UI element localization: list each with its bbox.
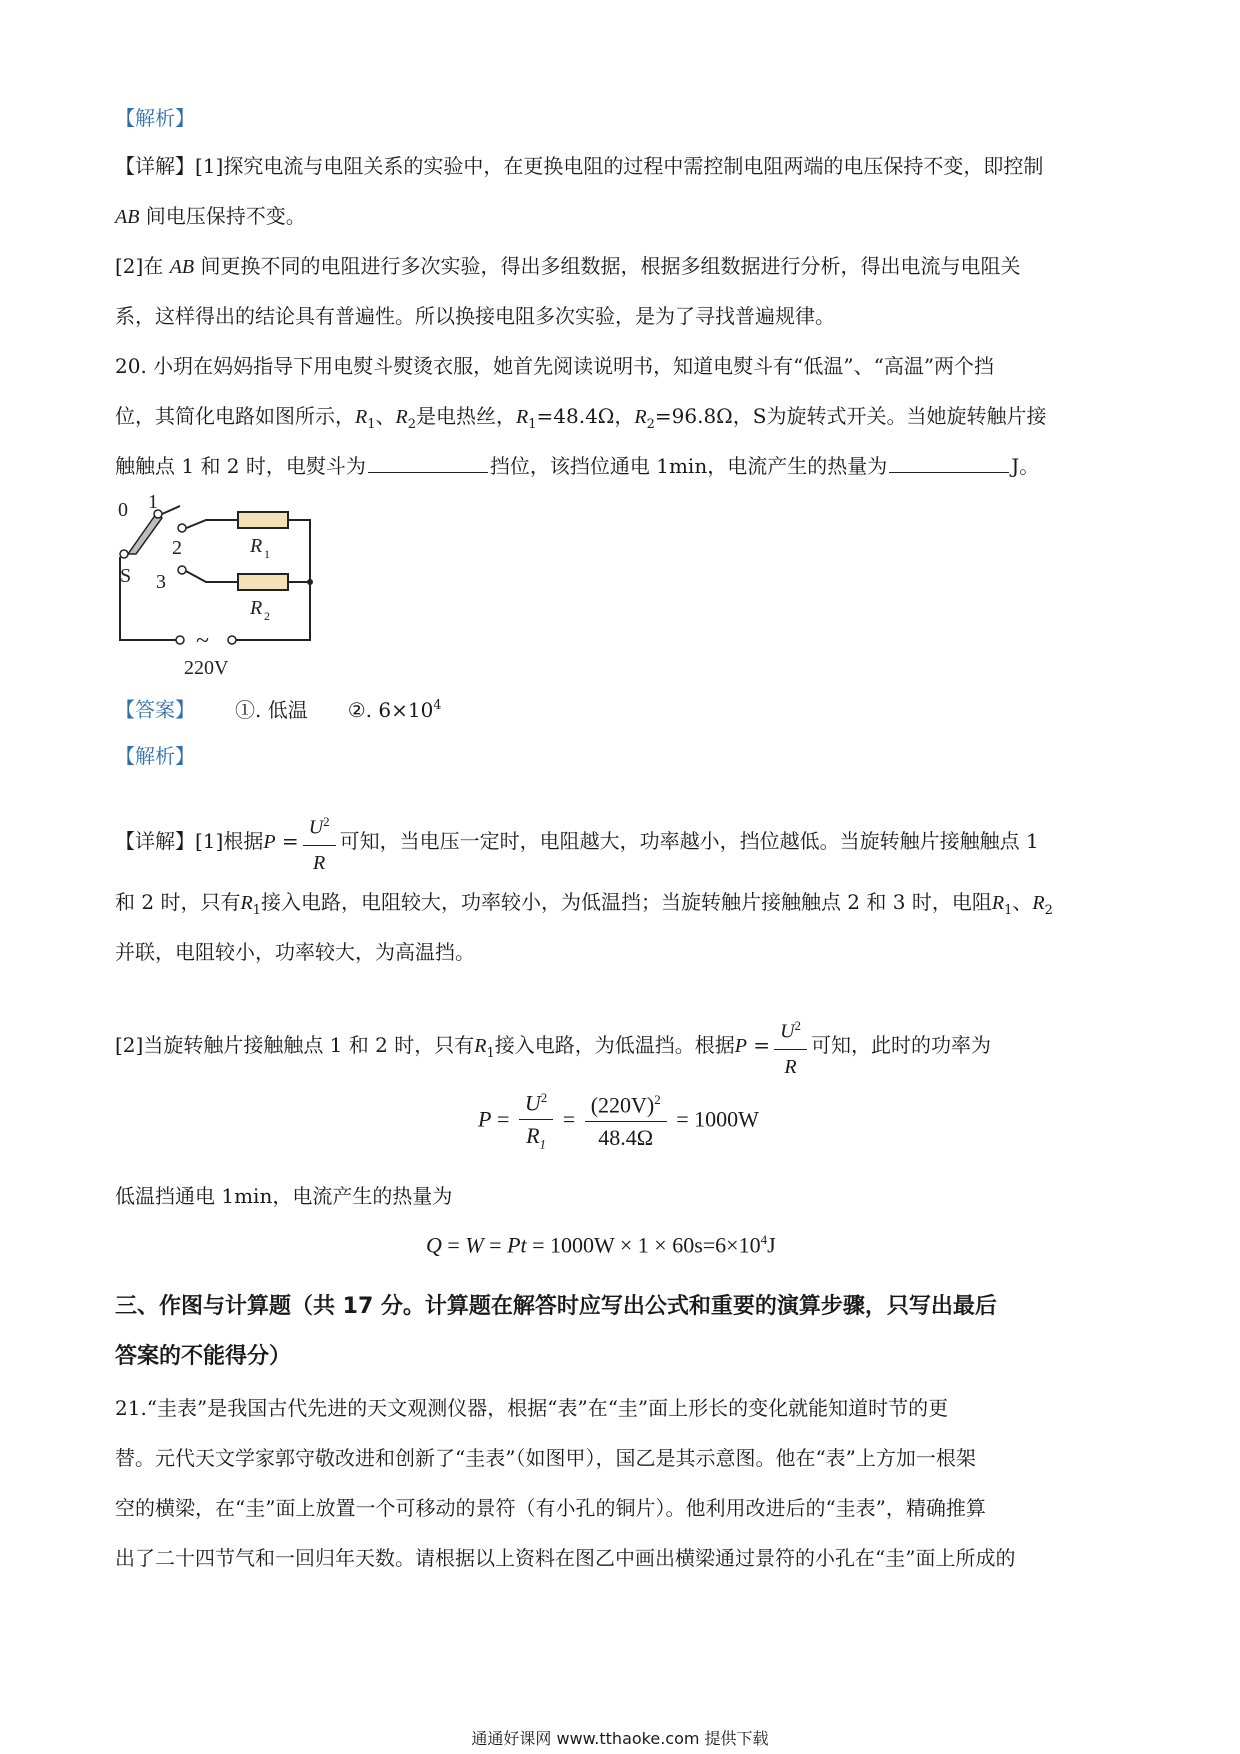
detail6-b: 接入电路，为低温挡。根据 [494, 1032, 735, 1057]
resistor-r2 [238, 574, 288, 590]
heat-exponent: 4 [760, 1232, 768, 1247]
detail6-a: [2]当旋转触片接触触点 1 和 2 时，只有 [115, 1032, 475, 1057]
detail-2a-text: 间更换不同的电阻进行多次实验，得出多组数据，根据多组数据进行分析，得出电流与电阻关 [194, 254, 1021, 278]
detail-paragraph-4: 和 2 时，只有$R_1$接入电路，电阻较大，功率较小，为低温挡；当旋转触片接触触点 2 和 3 时，电阻$R_1$、$R_2$ [115, 890, 1053, 918]
ab-label-2: AB [169, 256, 195, 278]
r2-subscript: 2 [407, 417, 416, 432]
answer-tag: 【答案】 [115, 697, 195, 722]
detail6-c: 可知，此时的功率为 [811, 1032, 992, 1057]
equals-sign: = [281, 828, 299, 853]
switch-knob [128, 514, 162, 554]
q20-line3-c: J。 [1011, 454, 1040, 478]
r1-subscript-d: 1 [1004, 903, 1013, 918]
r1-subscript-b: 1 [528, 417, 537, 432]
q20-line2-c: 为旋转式开关。当她旋转触片接 [766, 404, 1047, 428]
voltage-symbol-2: U [780, 1020, 795, 1043]
calc-220v: (220V) [590, 1092, 655, 1118]
calc-u: U [524, 1090, 541, 1116]
question-20-line-1: 20. 小玥在妈妈指导下用电熨斗熨烫衣服，她首先阅读说明书，知道电熨斗有“低温”、“高温”两个挡 [115, 354, 995, 378]
r2-value: =96.8Ω， [654, 404, 753, 428]
calc-numerator-1 [519, 1090, 553, 1120]
detail-2a-pre: [2]在 [115, 254, 170, 278]
detail-paragraph-5: 并联，电阻较小，功率较大，为高温挡。 [115, 940, 475, 964]
r1-symbol: R [355, 406, 368, 428]
r1-symbol-d: R [991, 892, 1005, 914]
contact-3 [178, 566, 186, 574]
detail3-pre: 【详解】[1]根据 [115, 828, 264, 853]
question-20-line-3 [115, 452, 1039, 480]
square-exponent-2: 2 [794, 1018, 802, 1033]
calc-p: P [478, 1106, 492, 1132]
branch-1-wire [184, 520, 238, 529]
r2-symbol-d: R [1032, 892, 1045, 914]
question-21-line-4: 出了二十四节气和一回归年天数。请根据以上资料在图乙中画出横梁通过景符的小孔在“圭”面上所成的 [115, 1546, 1016, 1570]
r2-symbol: R [395, 406, 408, 428]
answer-line [115, 692, 442, 724]
calc-numerator-2 [585, 1092, 667, 1122]
r1-subscript-e: 1 [486, 1045, 495, 1061]
switch-pivot-contact [120, 550, 128, 558]
power-fraction [303, 808, 336, 877]
label-1: 1 [148, 492, 158, 513]
detail-paragraph-2a [115, 252, 1020, 281]
question-21-line-1: 21.“圭表”是我国古代先进的天文观测仪器，根据“表”在“圭”面上形长的变化就能知道时节的更 [115, 1396, 949, 1420]
analysis-tag-2: 【解析】 [115, 744, 195, 768]
power-fraction-2 [774, 1012, 807, 1081]
label-r1-sub: 1 [264, 547, 270, 561]
detail-paragraph-1b-text: 间电压保持不变。 [139, 204, 306, 228]
answer-1: ①. 低温 [235, 697, 308, 722]
detail4-b: 接入电路，电阻较大，功率较小，为低温挡；当旋转触片接触触点 2 和 3 时，电阻 [260, 890, 992, 914]
detail-paragraph-3 [115, 808, 1039, 877]
section-heading-line-2: 答案的不能得分） [115, 1344, 292, 1369]
answer-blank-2[interactable] [889, 454, 1009, 473]
question-21-line-2: 替。元代天文学家郭守敬改进和创新了“圭表”（如图甲），国乙是其示意图。他在“表”上方加一根架 [115, 1446, 976, 1470]
heat-w: W [465, 1232, 484, 1258]
q20-line3-a: 触触点 1 和 2 时，电熨斗为 [115, 454, 366, 478]
voltage-symbol: U [308, 816, 324, 839]
label-2: 2 [172, 537, 182, 559]
label-voltage: 220V [184, 657, 229, 677]
label-ac-tilde: ~ [196, 628, 209, 654]
detail3-post: 可知，当电压一定时，电阻越大，功率越小，挡位越低。当旋转触片接触触点 1 [339, 828, 1039, 853]
calc-result: = 1000W [676, 1106, 759, 1132]
answer-blank-1[interactable] [368, 454, 488, 473]
calc-r-sub: 1 [539, 1136, 547, 1152]
answer-2-exponent: 4 [433, 698, 442, 713]
label-s: S [120, 565, 132, 587]
detail-paragraph-1b [115, 202, 306, 231]
square-exponent: 2 [323, 814, 330, 829]
calc-fraction-1 [519, 1090, 553, 1153]
circuit-diagram [110, 492, 330, 677]
r1-symbol-e: R [474, 1034, 487, 1057]
label-r2-sub: 2 [264, 609, 270, 623]
equals-sign-2: = [753, 1032, 771, 1057]
r2-subscript-b: 2 [646, 417, 655, 432]
calc-denominator-2: 48.4Ω [598, 1125, 654, 1151]
detail-paragraph-6 [115, 1012, 991, 1081]
switch-s-text: S [752, 404, 767, 428]
terminal-right [228, 636, 236, 644]
answer-2: ②. 6×10 [347, 697, 434, 722]
r1-symbol-b: R [516, 406, 529, 428]
power-calculation [478, 1090, 759, 1153]
r1-value: =48.4Ω， [536, 404, 635, 428]
fraction-denominator: R [313, 851, 326, 874]
q20-line2-a: 位，其简化电路如图所示， [115, 404, 355, 428]
heat-rest: = 1000W × 1 × 60s=6×10 [532, 1232, 761, 1258]
label-0: 0 [118, 499, 128, 521]
r1-subscript: 1 [367, 417, 376, 432]
label-r1: R [250, 535, 263, 557]
junction-dot [307, 579, 313, 585]
analysis-tag: 【解析】 [115, 106, 195, 130]
r2-subscript-d: 2 [1044, 903, 1053, 918]
terminal-left [176, 636, 184, 644]
section-heading-line-1: 三、作图与计算题（共 17 分。计算题在解答时应写出公式和重要的演算步骤，只写出最后 [115, 1294, 997, 1319]
heat-calculation: $Q = W = Pt = 1000W \times 1 \times 60s=6\times 10^4J$ [426, 1232, 776, 1258]
detail4-a: 和 2 时，只有 [115, 890, 241, 914]
question-21-line-3: 空的横梁，在“圭”面上放置一个可移动的景符（有小孔的铜片）。他利用改进后的“圭表”，精确推算 [115, 1496, 986, 1520]
heat-q: Q [426, 1232, 442, 1258]
q20-line3-b: 挡位，该挡位通电 1min，电流产生的热量为 [489, 454, 888, 478]
heat-unit: J [767, 1232, 776, 1258]
question-20-line-2: 位，其简化电路如图所示，$R_1$、$R_2$是电热丝，$R_1=48.4\Omega$，$R_2=96.8\Omega$，S为旋转式开关。当她旋转触片接 [115, 404, 1047, 432]
power-symbol-2: P [734, 1034, 747, 1057]
ab-label: AB [115, 206, 140, 228]
calc-fraction-2 [585, 1092, 667, 1151]
fraction-denominator-2: R [784, 1055, 797, 1078]
r2-symbol-b: R [634, 406, 647, 428]
fraction-numerator-2 [774, 1012, 807, 1050]
heat-line: 低温挡通电 1min，电流产生的热量为 [115, 1184, 453, 1208]
page-footer: 通通好课网 www.tthaoke.com 提供下载 [471, 1729, 769, 1748]
calc-denominator-1 [519, 1120, 553, 1152]
branch-1-return [288, 520, 310, 576]
calc-eq-1: = [496, 1106, 510, 1132]
r1-symbol-c: R [240, 892, 253, 914]
detail-paragraph-1a: 【详解】[1]探究电流与电阻关系的实验中，在更换电阻的过程中需控制电阻两端的电压保持不变，即控制 [115, 154, 1044, 178]
fraction-numerator [303, 808, 336, 846]
detail-paragraph-2b: 系，这样得出的结论具有普遍性。所以换接电阻多次实验，是为了寻找普遍规律。 [115, 304, 835, 328]
branch-2-wire [184, 570, 238, 582]
r1-subscript-c: 1 [252, 903, 261, 918]
label-3: 3 [156, 571, 166, 593]
contact-2 [178, 524, 186, 532]
resistor-r1 [238, 512, 288, 528]
calc-eq-2: = [562, 1106, 576, 1132]
q20-line2-b: 是电热丝， [416, 404, 516, 428]
label-r2: R [250, 597, 263, 619]
power-symbol: P [263, 830, 276, 853]
calc-u-sq: 2 [540, 1090, 548, 1105]
heat-pt: Pt [507, 1232, 527, 1258]
contact-0-1-line [162, 506, 180, 514]
calc-r: R [526, 1123, 540, 1149]
calc-220v-sq: 2 [654, 1091, 661, 1107]
